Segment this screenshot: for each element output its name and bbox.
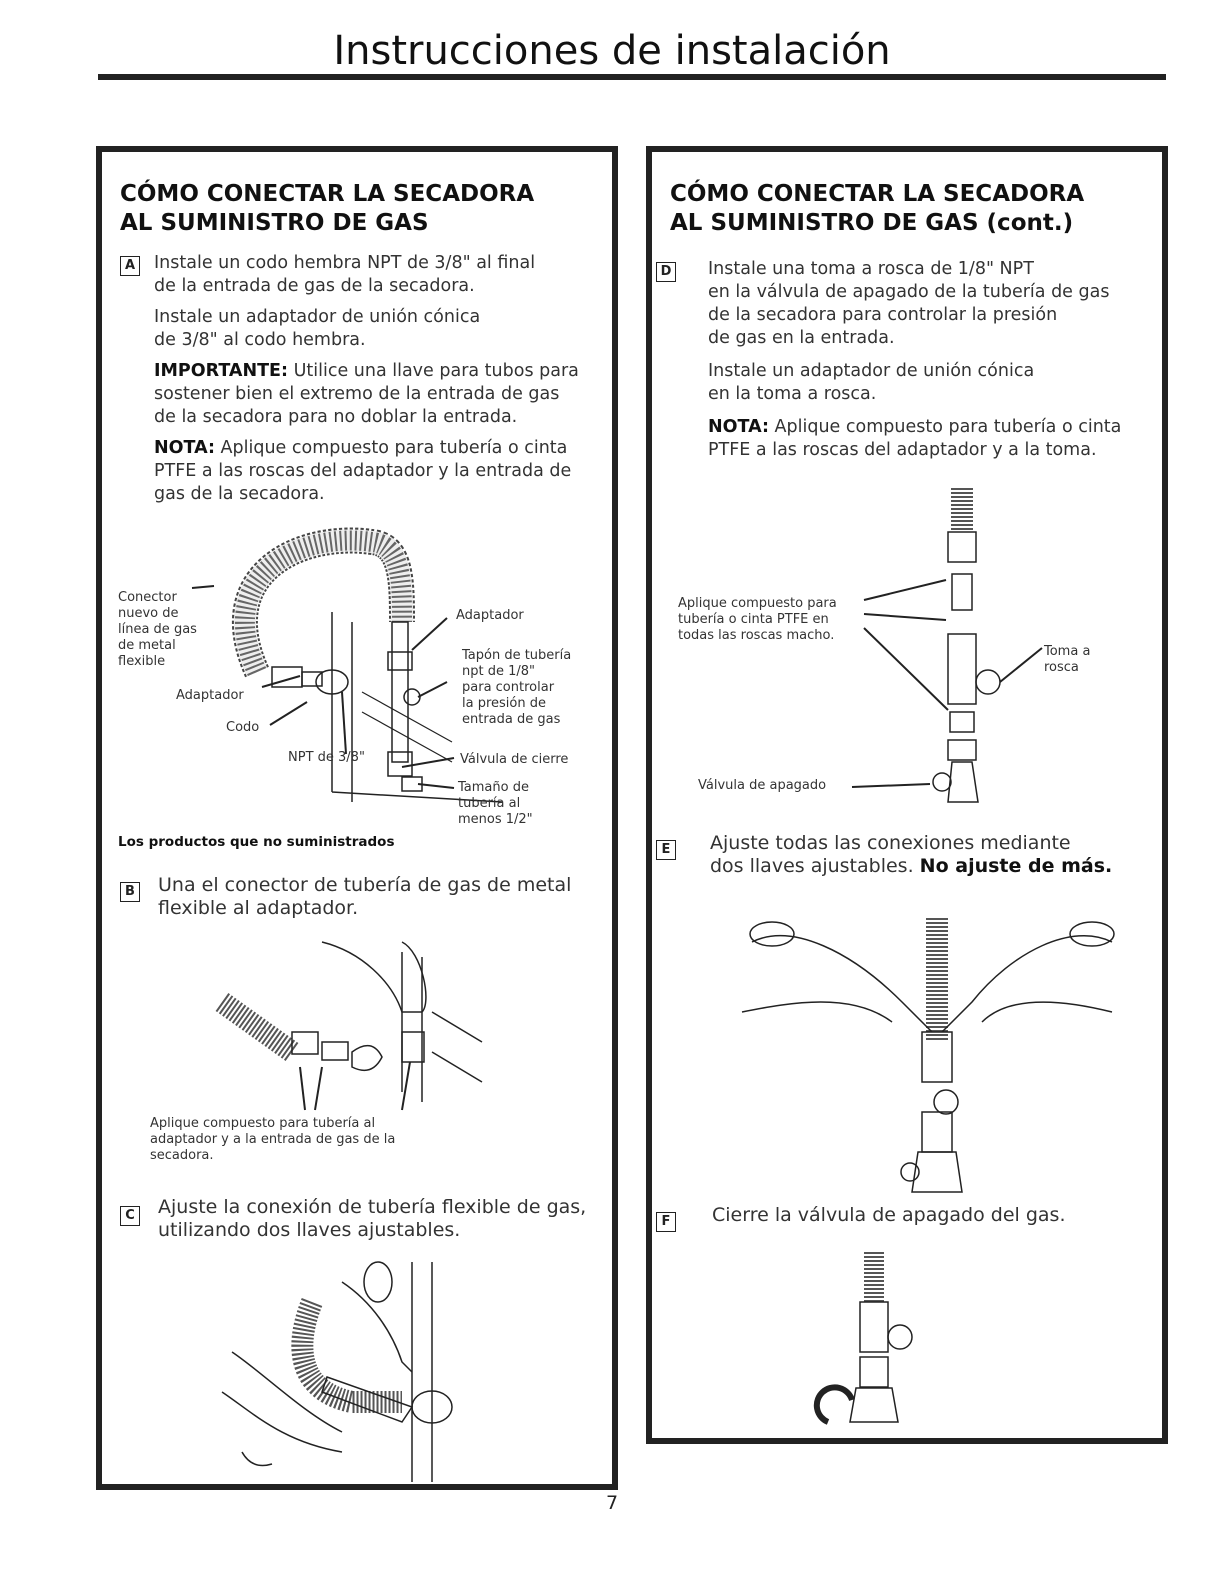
- conector-line2: nuevo de: [118, 606, 179, 621]
- conector-line5: flexible: [118, 654, 166, 669]
- right-heading-line1: CÓMO CONECTAR LA SECADORA: [670, 181, 1085, 207]
- aplique-line1: Aplique compuesto para: [678, 596, 837, 611]
- step-c-line1: Ajuste la conexión de tubería flexible de gas,: [158, 1196, 587, 1218]
- step-f-text: Cierre la válvula de apagado del gas.: [712, 1204, 1066, 1226]
- step-b-line1: Una el conector de tubería de gas de metal: [158, 874, 572, 896]
- important-line3: de la secadora para no doblar la entrada.: [154, 407, 518, 427]
- step-f-letter: F: [656, 1212, 676, 1232]
- two-wrenches-diagram: [102, 152, 612, 1484]
- step-d-p2-line2: en la toma a rosca.: [708, 384, 877, 404]
- step-a-line2: de la entrada de gas de la secadora.: [154, 276, 475, 296]
- right-nota-line2: PTFE a las roscas del adaptador y a la toma.: [708, 440, 1097, 460]
- toma-line1: Toma a: [1044, 644, 1091, 659]
- nota-label: NOTA:: [154, 438, 215, 458]
- step-c-letter: C: [120, 1206, 140, 1226]
- left-panel: [96, 146, 618, 1490]
- nota-line3: gas de la secadora.: [154, 484, 325, 504]
- nota-line1: Aplique compuesto para tubería o cinta: [220, 438, 568, 458]
- diagram1-codo: Codo: [226, 720, 260, 735]
- diagram4-valvula: Válvula de apagado: [698, 778, 827, 793]
- tapon-line2: npt de 1/8": [462, 664, 536, 679]
- right-nota-label: NOTA:: [708, 417, 769, 437]
- step-a-p2-line2: de 3/8" al codo hembra.: [154, 330, 366, 350]
- step-a-line1: Instale un codo hembra NPT de 3/8" al final: [154, 253, 536, 273]
- tamano-line2: tubería al: [458, 796, 521, 811]
- important-line1: Utilice una llave para tubos para: [293, 361, 579, 381]
- conector-line3: línea de gas: [118, 622, 197, 637]
- tamano-line1: Tamaño de: [458, 780, 529, 795]
- step-d-line1: Instale una toma a rosca de 1/8" NPT: [708, 259, 1034, 279]
- diagram2-caption-line3: secadora.: [150, 1148, 214, 1163]
- step-d-p2-line1: Instale un adaptador de unión cónica: [708, 361, 1035, 381]
- step-d-line4: de gas en la entrada.: [708, 328, 895, 348]
- important-label: IMPORTANTE:: [154, 361, 288, 381]
- diagram1-npt: NPT de 3/8": [288, 750, 365, 765]
- toma-line2: rosca: [1044, 660, 1079, 675]
- left-heading-line1: CÓMO CONECTAR LA SECADORA: [120, 181, 535, 207]
- tapon-line3: para controlar: [462, 680, 555, 695]
- right-nota-line1: Aplique compuesto para tubería o cinta: [774, 417, 1122, 437]
- diagram2-caption-line1: Aplique compuesto para tubería al: [150, 1116, 376, 1131]
- title-divider: [98, 74, 1166, 80]
- tapon-line5: entrada de gas: [462, 712, 561, 727]
- diagram1-valvula: Válvula de cierre: [460, 752, 569, 767]
- step-a-p2-line1: Instale un adaptador de unión cónica: [154, 307, 481, 327]
- step-e-letter: E: [656, 840, 676, 860]
- step-e-line2-text: dos llaves ajustables.: [710, 855, 914, 877]
- aplique-line3: todas las roscas macho.: [678, 628, 835, 643]
- important-line2: sostener bien el extremo de la entrada de gas: [154, 384, 560, 404]
- conector-line4: de metal: [118, 638, 176, 653]
- step-b-letter: B: [120, 882, 140, 902]
- tapon-line1: Tapón de tubería: [462, 648, 572, 663]
- step-d-letter: D: [656, 262, 676, 282]
- step-c-line2: utilizando dos llaves ajustables.: [158, 1219, 461, 1241]
- page-number: 7: [605, 1492, 619, 1514]
- shut-off-valve-diagram: [652, 152, 1162, 1438]
- left-heading-line2: AL SUMINISTRO DE GAS: [120, 210, 429, 236]
- tapon-line4: la presión de: [462, 696, 546, 711]
- right-heading-line2: AL SUMINISTRO DE GAS (cont.): [670, 210, 1074, 236]
- step-b-line2: flexible al adaptador.: [158, 897, 359, 919]
- page-title: Instrucciones de instalación: [333, 28, 891, 74]
- conector-line1: Conector: [118, 590, 177, 605]
- diagram1-adaptador-right: Adaptador: [456, 608, 524, 623]
- not-supplied-note: Los productos que no suministrados: [118, 834, 395, 850]
- step-d-line2: en la válvula de apagado de la tubería de gas: [708, 282, 1110, 302]
- step-a-letter: A: [120, 256, 140, 276]
- diagram2-caption-line2: adaptador y a la entrada de gas de la: [150, 1132, 396, 1147]
- tamano-line3: menos 1/2": [458, 812, 533, 827]
- nota-line2: PTFE a las roscas del adaptador y la entrada de: [154, 461, 572, 481]
- step-e-line1: Ajuste todas las conexiones mediante: [710, 832, 1071, 854]
- step-e-warning: No ajuste de más.: [919, 855, 1113, 877]
- step-d-line3: de la secadora para controlar la presión: [708, 305, 1058, 325]
- right-panel: [646, 146, 1168, 1444]
- diagram1-adaptador-left: Adaptador: [176, 688, 244, 703]
- aplique-line2: tubería o cinta PTFE en: [678, 612, 829, 627]
